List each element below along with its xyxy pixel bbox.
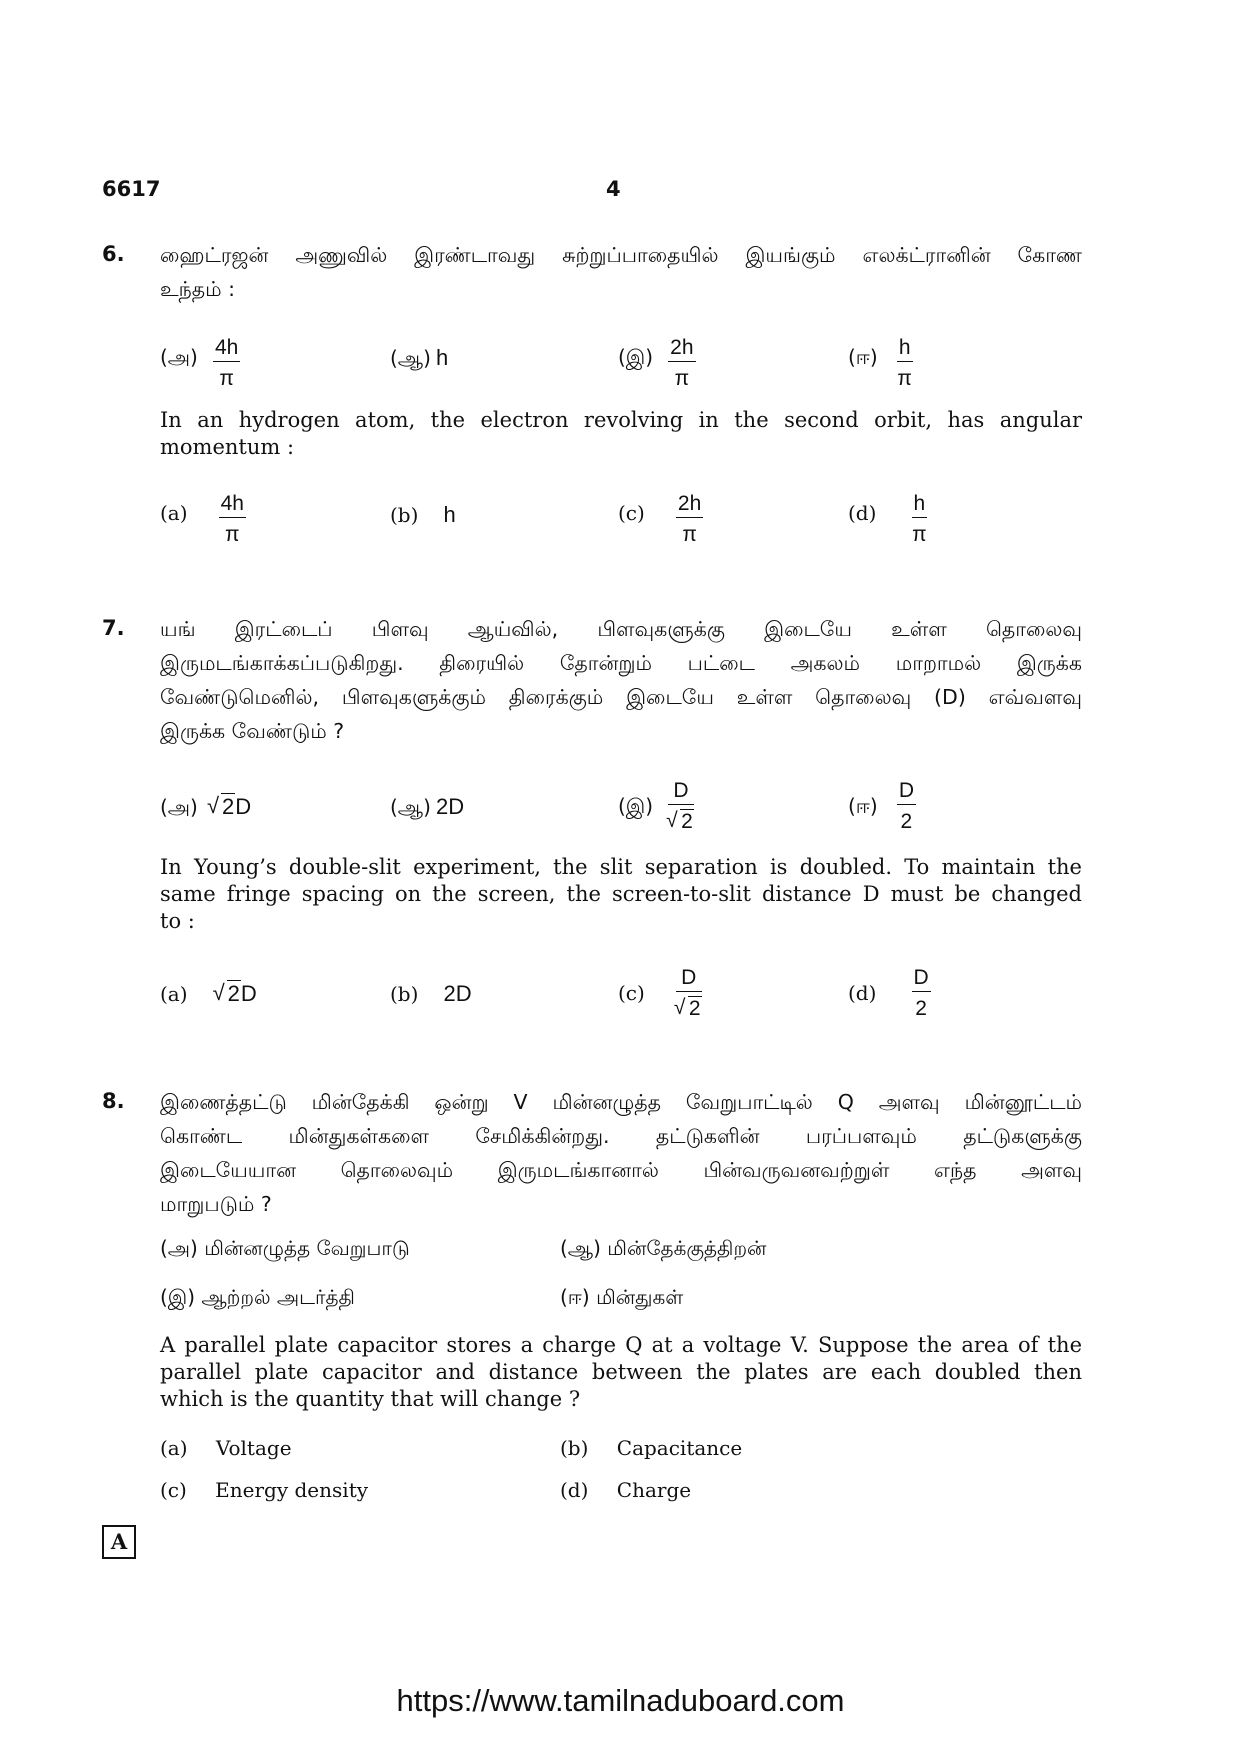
option-label: (அ) <box>160 795 198 819</box>
version-box: A <box>102 1525 136 1559</box>
option-english-d[interactable] <box>848 493 927 545</box>
option-english-b[interactable]: (b) 2D <box>390 981 472 1006</box>
fraction: $\frac{h}{\pi}$ <box>897 336 912 390</box>
option-english-d[interactable] <box>848 967 931 1019</box>
option-label: (a) <box>160 501 188 525</box>
option-english-c[interactable] <box>618 967 702 1019</box>
sqrt: √ 2 <box>209 794 235 820</box>
option-english-a[interactable]: (a) Voltage <box>160 1436 292 1460</box>
fraction: $\frac{2h}{\pi}$ <box>670 336 694 390</box>
option-english-b[interactable]: (b) Capacitance <box>560 1436 743 1460</box>
fraction: $\frac{4h}{\pi}$ <box>220 492 244 546</box>
question-tamil-text: இணைத்தட்டு மின்தேக்கி ஒன்று V மின்னழுத்த வேறுபாட்டில் Q அளவு மின்னூட்டம் கொண்ட மின்துகள்களை சேமிக்கின்றது. தட்டுகளின் பரப்பளவும் தட்டுகளுக்கு இடையேயான தொலைவும் இருமடங்கானால் பின்வருவனவற்றுள் எந்த அளவு மாறுபடும் ? <box>160 1090 1082 1216</box>
fraction: $\frac{2h}{\pi}$ <box>677 492 702 546</box>
sqrt: √ 2 <box>676 998 702 1019</box>
option-label: (c) <box>618 981 645 1005</box>
option-english-c[interactable]: (c) Energy density <box>160 1478 369 1502</box>
option-tamil-b[interactable]: (ஆ) 2D <box>390 794 465 819</box>
fraction: $\frac{D}{2}$ <box>913 966 929 1020</box>
option-label: (d) <box>848 501 877 525</box>
option-english-a[interactable] <box>160 493 246 545</box>
footer-url[interactable]: https://www.tamilnaduboard.com <box>396 1683 845 1718</box>
option-label: (அ) <box>160 345 198 369</box>
option-label: (இ) <box>160 1285 196 1309</box>
option-english-c[interactable] <box>618 493 703 545</box>
option-label: (ஆ) <box>390 795 431 819</box>
option-tamil-c[interactable] <box>618 337 696 389</box>
question-number: 8. <box>102 1089 125 1113</box>
option-label: (d) <box>560 1478 589 1502</box>
option-english-a[interactable] <box>160 981 257 1007</box>
option-label: (a) <box>160 1436 188 1460</box>
option-tamil-d[interactable] <box>848 780 916 832</box>
option-english-d[interactable]: (d) Charge <box>560 1478 692 1502</box>
option-label: (அ) <box>160 1236 198 1260</box>
fraction: D √ 2 <box>668 780 694 832</box>
sqrt: √ 2 <box>215 981 241 1007</box>
fraction: $\frac{4h}{\pi}$ <box>214 336 239 390</box>
option-tamil-d[interactable]: (ஈ) மின்துகள் <box>560 1285 684 1309</box>
question-tamil-text: யங் இரட்டைப் பிளவு ஆய்வில், பிளவுகளுக்கு இடையே உள்ள தொலைவு இருமடங்காக்கப்படுகிறது. திரையில் தோன்றும் பட்டை அகலம் மாறாமல் இருக்க வேண்டுமெனில், பிளவுகளுக்கும் திரைக்கும் இடையே உள்ள தொலைவு (D) எவ்வளவு இருக்க வேண்டும் ? <box>160 617 1082 743</box>
sqrt-expression: √ 2D <box>209 794 251 819</box>
option-tamil-b[interactable]: (ஆ) மின்தேக்குத்திறன் <box>560 1236 767 1260</box>
option-label: (ஆ) <box>390 346 431 370</box>
option-tamil-d[interactable] <box>848 337 913 389</box>
question-english-text: In an hydrogen atom, the electron revolving in the second orbit, has angular momentum : <box>160 408 1082 459</box>
option-tamil-a[interactable]: (அ) மின்னழுத்த வேறுபாடு <box>160 1236 410 1260</box>
sqrt-expression: √ 2D <box>215 981 257 1006</box>
option-label: (ஈ) <box>848 794 878 818</box>
option-label: (ஈ) <box>560 1285 590 1309</box>
option-label: (d) <box>848 981 877 1005</box>
question-english-text: In Young’s double-slit experiment, the slit separation is doubled. To maintain the same fringe spacing on the screen, the screen-to-slit distance D must be changed to : <box>160 855 1082 933</box>
option-english-b[interactable]: (b) h <box>390 502 456 527</box>
option-label: (ஆ) <box>560 1236 601 1260</box>
option-label: (b) <box>560 1436 589 1460</box>
option-label: (இ) <box>618 794 654 818</box>
sqrt: √ 2 <box>668 811 694 832</box>
option-tamil-c[interactable]: (இ) ஆற்றல் அடர்த்தி <box>160 1285 355 1309</box>
option-label: (இ) <box>618 345 654 369</box>
option-label: (b) <box>390 503 419 527</box>
option-label: (c) <box>618 501 645 525</box>
option-label: (c) <box>160 1478 187 1502</box>
question-number: 7. <box>102 616 125 640</box>
option-label: (a) <box>160 982 188 1006</box>
option-tamil-a[interactable] <box>160 794 251 822</box>
option-label: (ஈ) <box>848 345 878 369</box>
question-english-text: A parallel plate capacitor stores a charge Q at a voltage V. Suppose the area of the parallel plate capacitor and distance between the plates are each doubled then which is the quantity that will change ? <box>160 1333 1082 1411</box>
question-tamil-text: ஹைட்ரஜன் அணுவில் இரண்டாவது சுற்றுப்பாதையில் இயங்கும் எலக்ட்ரானின் கோண உந்தம் : <box>160 243 1082 301</box>
option-tamil-a[interactable] <box>160 337 240 389</box>
fraction: $\frac{D}{2}$ <box>898 779 914 833</box>
question-number: 6. <box>102 242 125 266</box>
fraction: D √ 2 <box>676 967 702 1019</box>
option-tamil-c[interactable] <box>618 780 694 832</box>
paper-code: 6617 <box>102 177 161 201</box>
page-number: 4 <box>606 177 621 201</box>
fraction: $\frac{h}{\pi}$ <box>912 492 927 546</box>
option-tamil-b[interactable]: (ஆ) h <box>390 345 449 370</box>
option-label: (b) <box>390 982 419 1006</box>
